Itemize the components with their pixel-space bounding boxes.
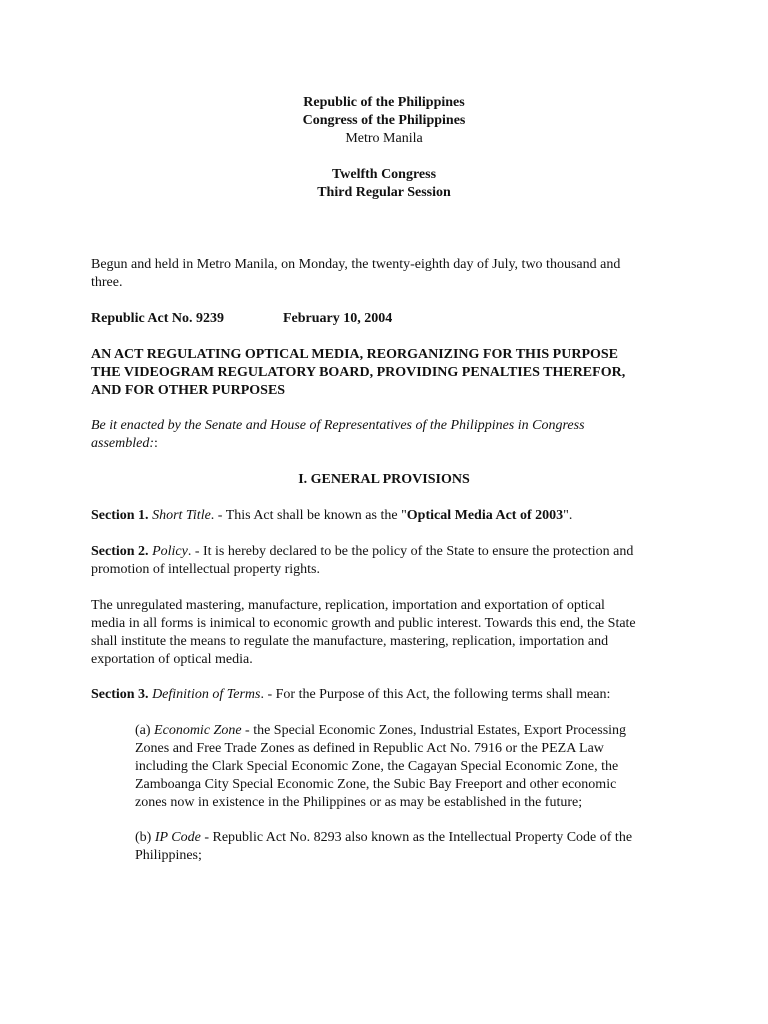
section-2-title: Policy — [152, 544, 188, 559]
item-a-line-2: Zones and Free Trade Zones as defined in Republic Act No. 7916 or the PEZA Law — [135, 741, 604, 756]
section-3-label: Section 3. — [91, 687, 149, 702]
act-title — [91, 346, 691, 400]
item-a-line-5: zones now in existence in the Philippines or as may be established in the future; — [135, 795, 583, 810]
begun-line-2: three. — [91, 275, 123, 290]
section-2-para2-line-3: shall institute the means to regulate the manufacture, mastering, replication, importation and — [91, 634, 609, 649]
act-number: Republic Act No. 9239 — [91, 311, 224, 326]
definition-item-b — [135, 829, 695, 865]
header-session: Third Regular Session — [317, 185, 451, 200]
begun-line-1: Begun and held in Metro Manila, on Monday, the twenty-eighth day of July, two thousand and — [91, 257, 621, 272]
section-1-title: Short Title — [152, 508, 211, 523]
item-b-line-1: - Republic Act No. 8293 also known as the Intellectual Property Code of the — [200, 830, 633, 845]
header-republic: Republic of the Philippines — [303, 95, 465, 110]
item-b-line-2: Philippines; — [135, 848, 202, 863]
section-3 — [91, 686, 691, 704]
item-a-line-4: Zamboanga City Special Economic Zone, the Subic Bay Freeport and other economic — [135, 777, 617, 792]
definition-item-a — [135, 722, 695, 812]
section-1 — [91, 507, 691, 525]
section-3-title: Definition of Terms — [152, 687, 261, 702]
item-a-line-3: including the Clark Special Economic Zone, the Cagayan Special Economic Zone, the — [135, 759, 619, 774]
section-2-line-2: promotion of intellectual property rights. — [91, 562, 321, 577]
section-1-end: ". — [563, 508, 573, 523]
act-title-line-1: AN ACT REGULATING OPTICAL MEDIA, REORGANIZING FOR THIS PURPOSE — [91, 347, 619, 362]
section-2-paragraph-2 — [91, 597, 691, 669]
enacting-line-2 — [91, 435, 691, 453]
section-2 — [91, 543, 691, 579]
act-info — [91, 310, 691, 328]
section-2-para2-line-4: exportation of optical media. — [91, 652, 253, 667]
act-title-line-3: AND FOR OTHER PURPOSES — [91, 383, 286, 398]
header-congress-number: Twelfth Congress — [331, 167, 437, 182]
header-congress: Congress of the Philippines — [302, 113, 466, 128]
act-title-line-2: THE VIDEOGRAM REGULATORY BOARD, PROVIDING PENALTIES THEREFOR, — [91, 365, 626, 380]
item-b-term: IP Code — [154, 830, 201, 845]
enacting-clause — [91, 417, 691, 453]
chapter-heading: I. GENERAL PROVISIONS — [298, 472, 470, 487]
enacting-line-1: Be it enacted by the Senate and House of Representatives of the Philippines in Congress — [91, 418, 585, 433]
section-1-text: . - This Act shall be known as the " — [210, 508, 407, 523]
section-1-label: Section 1. — [91, 508, 149, 523]
item-b-prefix: (b) — [135, 830, 155, 845]
act-date: February 10, 2004 — [283, 311, 393, 326]
section-2-para2-line-1: The unregulated mastering, manufacture, replication, importation and exportation of optical — [91, 598, 605, 613]
enacting-assembled: assembled: — [91, 436, 154, 451]
begun-paragraph — [91, 256, 691, 292]
item-a-term: Economic Zone — [154, 723, 242, 738]
header-location: Metro Manila — [345, 131, 423, 146]
section-2-label: Section 2. — [91, 544, 149, 559]
item-a-prefix: (a) — [135, 723, 155, 738]
section-1-act-name: Optical Media Act of 2003 — [406, 508, 564, 523]
item-a-line-1: - the Special Economic Zones, Industrial Estates, Export Processing — [241, 723, 627, 738]
section-2-para2-line-2: media in all forms is inimical to economic growth and public interest. Towards this end, the State — [91, 616, 636, 631]
section-2-line-1: . - It is hereby declared to be the policy of the State to ensure the protection and — [187, 544, 634, 559]
enacting-colon: : — [154, 436, 158, 451]
section-3-line-1: . - For the Purpose of this Act, the following terms shall mean: — [260, 687, 611, 702]
